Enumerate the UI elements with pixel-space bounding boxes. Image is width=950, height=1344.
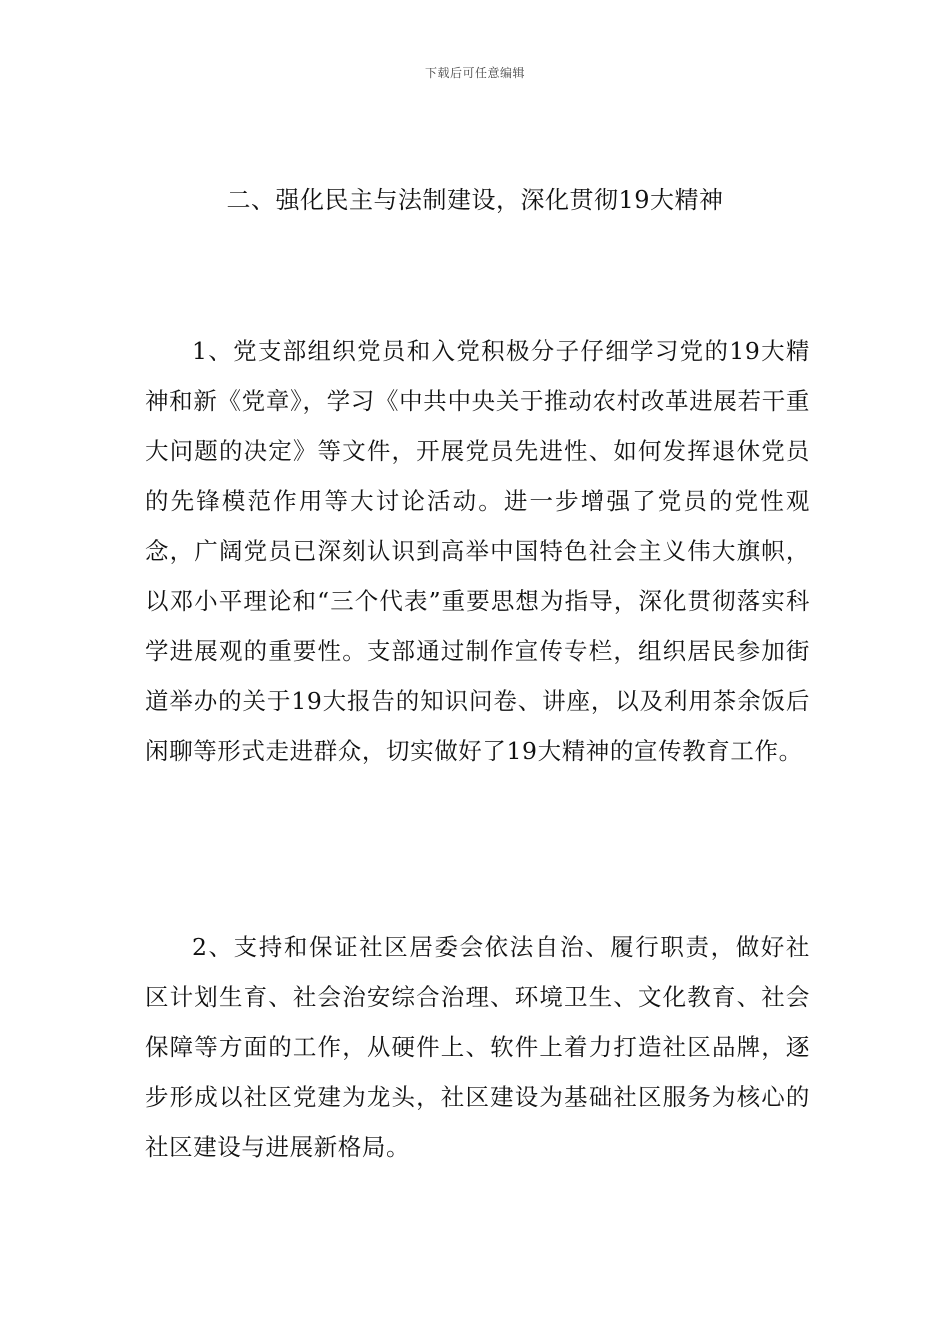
section-title: 二、强化民主与法制建设，深化贯彻19大精神 xyxy=(226,186,724,214)
paragraph-1: 1、党支部组织党员和入党积极分子仔细学习党的19大精神和新《党章》，学习《中共中央关于推动农村改革进展若干重大问题的决定》等文件，开展党员先进性、如何发挥退休党员的先锋模范作用等大讨论活动。进一步增强了党员的党性观念，广阔党员已深刻认识到高举中国特色社会主义伟大旗帜，以邓小平理论和“三个代表”重要思想为指导，深化贯彻落实科学进展观的重要性。支部通过制作宣传专栏，组织居民参加街道举办的关于19大报告的知识问卷、讲座，以及利用茶余饭后闲聊等形式走进群众，切实做好了19大精神的宣传教育工作。 xyxy=(145,337,810,765)
page-header-note: 下载后可任意编辑 xyxy=(424,66,525,80)
paragraph-2: 2、支持和保证社区居委会依法自治、履行职责，做好社区计划生育、社会治安综合治理、环境卫生、文化教育、社会保障等方面的工作，从硬件上、软件上着力打造社区品牌，逐步形成以社区党建为龙头，社区建设为基础社区服务为核心的社区建设与进展新格局。 xyxy=(145,933,810,1161)
